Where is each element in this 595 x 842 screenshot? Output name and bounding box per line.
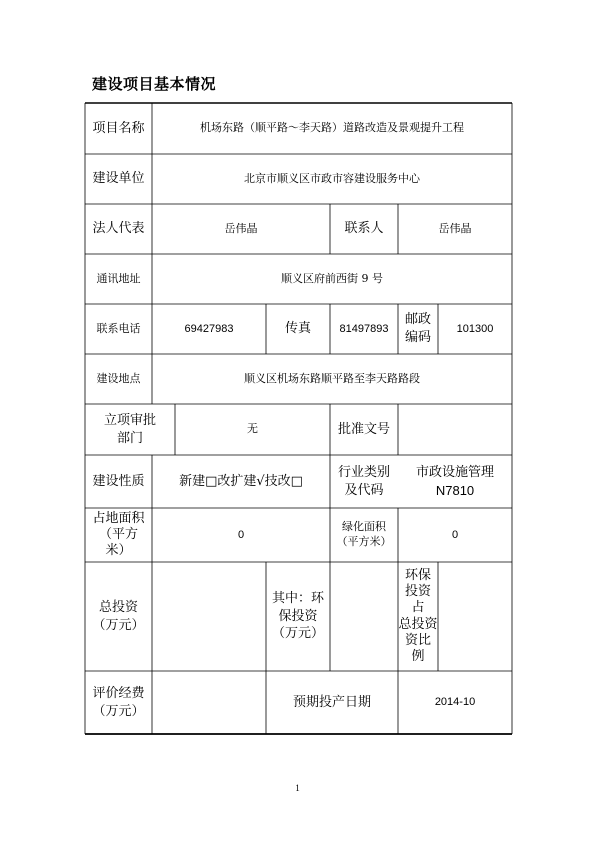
legal-rep-label: 法人代表 bbox=[92, 221, 145, 237]
approval-doc-value bbox=[398, 404, 512, 455]
contact-value: 岳伟晶 bbox=[438, 221, 472, 235]
env-investment-value bbox=[330, 562, 398, 671]
location-value: 顺义区机场东路顺平路至李天路路段 bbox=[244, 371, 420, 385]
env-investment-label-line3: （万元） bbox=[271, 626, 324, 642]
fax-value: 81497893 bbox=[339, 322, 389, 335]
env-ratio-label-line5: 资比 bbox=[404, 632, 431, 648]
total-investment-label-line2: （万元） bbox=[92, 617, 145, 633]
approval-dept-label bbox=[85, 404, 175, 455]
env-ratio-label-line1: 环保 bbox=[404, 567, 431, 583]
industry-code-label-line2: 及代码 bbox=[344, 482, 384, 498]
construction-unit-value: 北京市顺义区市政市容建设服务中心 bbox=[244, 171, 420, 185]
evaluation-fee-label-line2: （万元） bbox=[92, 703, 145, 719]
legal-rep-value: 岳伟晶 bbox=[224, 221, 258, 235]
project-name-value: 机场东路（顺平路～李天路）道路改造及景观提升工程 bbox=[200, 121, 464, 135]
land-area-label-line2: （平方 bbox=[98, 526, 138, 542]
address-label: 通讯地址 bbox=[96, 271, 141, 285]
evaluation-fee-label-line1: 评价经费 bbox=[92, 685, 145, 701]
location-label: 建设地点 bbox=[96, 371, 141, 385]
industry-code-label bbox=[330, 455, 398, 508]
green-area-value: 0 bbox=[451, 528, 459, 541]
project-name-label: 项目名称 bbox=[92, 120, 145, 136]
section-title: 建设项目基本情况 bbox=[92, 75, 217, 93]
approval-dept-label-line2: 部门 bbox=[116, 430, 143, 446]
total-investment-label bbox=[85, 562, 152, 671]
green-area-label-line1: 绿化面积 bbox=[342, 520, 386, 534]
approval-dept-value: 无 bbox=[247, 422, 258, 436]
env-ratio-label-line2: 投资 bbox=[404, 584, 431, 599]
postal-code-label-line2: 编码 bbox=[404, 330, 431, 345]
construction-nature-value: 新建□改扩建√技改□ bbox=[179, 473, 303, 489]
total-investment-label-line1: 总投资 bbox=[98, 599, 138, 615]
env-investment-ratio-label bbox=[398, 562, 438, 671]
total-investment-value bbox=[152, 562, 266, 671]
phone-value: 69427983 bbox=[184, 322, 234, 335]
fax-label: 传真 bbox=[284, 321, 311, 337]
contact-label: 联系人 bbox=[344, 221, 384, 237]
industry-code-value-line2: N7810 bbox=[435, 482, 475, 498]
postal-code-label-line1: 邮政 bbox=[404, 312, 431, 328]
approval-doc-label: 批准文号 bbox=[337, 421, 390, 437]
production-date-value: 2014-10 bbox=[434, 696, 476, 709]
evaluation-fee-value bbox=[152, 671, 266, 734]
env-ratio-label-line4: 总投资 bbox=[398, 616, 438, 632]
land-area-value: 0 bbox=[237, 528, 245, 541]
construction-unit-label: 建设单位 bbox=[92, 171, 145, 187]
evaluation-fee-label bbox=[85, 671, 152, 734]
env-ratio-label-line3: 占 bbox=[411, 600, 425, 616]
industry-code-value-line1: 市政设施管理 bbox=[415, 464, 494, 480]
land-area-label-line3: 米） bbox=[105, 543, 132, 559]
page-number: 1 bbox=[295, 783, 300, 793]
address-value: 顺义区府前西街 9 号 bbox=[281, 271, 383, 285]
approval-dept-label-line1: 立项审批 bbox=[103, 412, 156, 428]
postal-code-value: 101300 bbox=[456, 322, 494, 335]
postal-code-label bbox=[398, 304, 438, 354]
env-ratio-label-line6: 例 bbox=[411, 649, 425, 664]
env-investment-label-line1: 其中：环 bbox=[271, 591, 324, 607]
env-investment-ratio-value bbox=[438, 562, 512, 671]
land-area-label bbox=[85, 508, 152, 562]
production-date-label: 预期投产日期 bbox=[292, 694, 371, 710]
land-area-label-line1: 占地面积 bbox=[92, 510, 145, 526]
phone-label: 联系电话 bbox=[96, 321, 141, 335]
env-investment-label-line2: 保投资 bbox=[278, 608, 318, 624]
industry-code-value bbox=[398, 455, 512, 508]
green-area-label bbox=[330, 508, 398, 562]
env-investment-label bbox=[266, 562, 330, 671]
industry-code-label-line1: 行业类别 bbox=[337, 464, 390, 480]
construction-nature-label: 建设性质 bbox=[92, 473, 145, 489]
green-area-label-line2: （平方米） bbox=[336, 535, 392, 548]
